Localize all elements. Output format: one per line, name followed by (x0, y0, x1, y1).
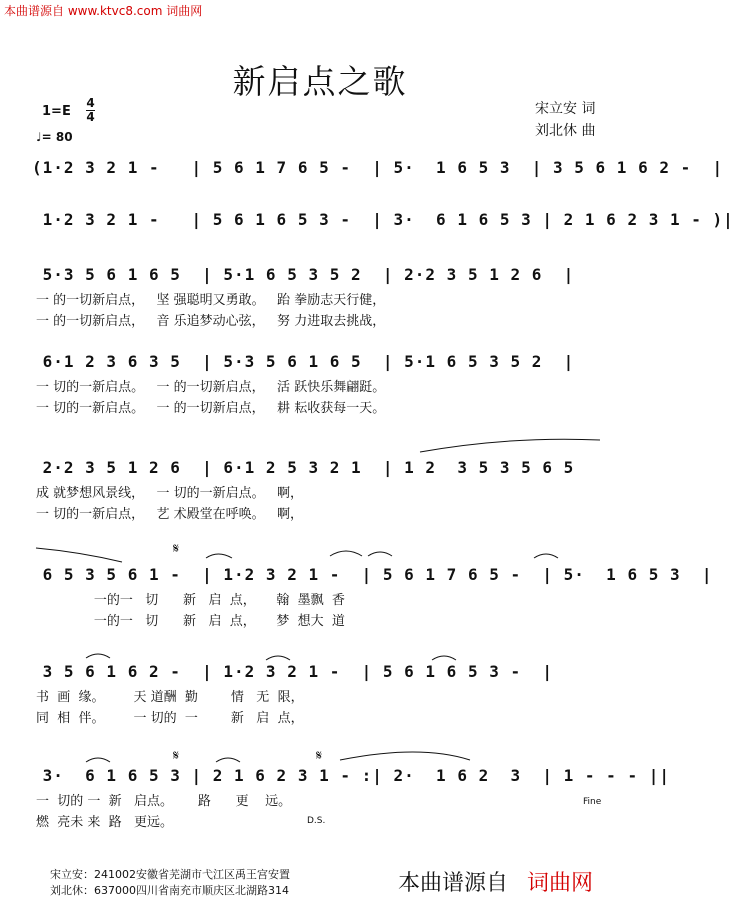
lyric-line-6b: 一的一 切 新 启 点， 梦 想大 道 (36, 614, 345, 629)
lyric-line-4b: 一 切的一新启点。 一 的一切新启点， 耕 耘收获每一天。 (36, 401, 386, 416)
composer-credit: 刘北休 曲 (535, 123, 596, 139)
score-line-7: 3 5 6 1 6 2 - | 1·2 3 2 1 - | 5 6 1 6 5 3 - | (32, 662, 554, 681)
ds-mark: D.S. (307, 816, 326, 826)
lyric-line-7b: 同 相 伴。 一 切的 一 新 启 点， (36, 711, 304, 726)
meter-bottom: 4 (86, 110, 95, 124)
lyric-line-5a: 成 就梦想风景线， 一 切的一新启点。 啊， (36, 486, 304, 501)
lyric-line-3a: 一 的一切新启点， 坚 强聪明又勇敢。 跆 拳励志天行健， (36, 293, 386, 308)
footer-brand (398, 866, 593, 897)
meter-top: 4 (86, 96, 95, 110)
tempo-mark: ♩= 80 (36, 130, 73, 144)
lyric-line-5b: 一 切的一新启点， 艺 术殿堂在呼唤。 啊， (36, 507, 304, 522)
segno-mark-3: 𝄋 (316, 748, 323, 764)
key-signature: 1=E (42, 104, 71, 119)
lyric-line-8b: 燃 亮未 来 路 更远。 (36, 815, 174, 830)
score-line-6: 6 5 3 5 6 1 - | 1·2 3 2 1 - | 5 6 1 7 6 5 - | 5· 1 6 5 3 | (32, 565, 713, 584)
segno-mark-2: 𝄋 (173, 748, 180, 764)
footer-brand-red: 词曲网 (527, 871, 594, 896)
site-header: 本曲谱源自 www.ktvc8.com 词曲网 (4, 4, 203, 18)
footer-address-2: 刘北休：637000四川省南充市顺庆区北湖路314 (50, 884, 289, 897)
lyric-line-4a: 一 切的一新启点。 一 的一切新启点， 活 跃快乐舞翩跹。 (36, 380, 386, 395)
footer-address-1: 宋立安：241002安徽省芜湖市弋江区禹王宫安置 (50, 868, 290, 881)
score-line-5: 2·2 3 5 1 2 6 | 6·1 2 5 3 2 1 | 1 2 3 5 3 5 6 5 (32, 458, 575, 477)
lyricist-credit: 宋立安 词 (535, 101, 596, 117)
score-line-4: 6·1 2 3 6 3 5 | 5·3 5 6 1 6 5 | 5·1 6 5 3 5 2 | (32, 352, 575, 371)
score-line-3: 5·3 5 6 1 6 5 | 5·1 6 5 3 5 2 | 2·2 3 5 1 2 6 | (32, 265, 575, 284)
lyric-line-6a: 一的一 切 新 启 点， 翰 墨飘 香 (36, 593, 345, 608)
score-line-2: 1·2 3 2 1 - | 5 6 1 6 5 3 - | 3· 6 1 6 5 3 | 2 1 6 2 3 1 - )| (32, 210, 734, 229)
fine-mark: Fine (583, 797, 602, 807)
lyric-line-8a: 一 切的 一 新 启点。 路 更 远。 (36, 794, 292, 809)
lyric-line-3b: 一 的一切新启点， 音 乐追梦动心弦， 努 力进取去挑战， (36, 314, 386, 329)
score-line-1: (1·2 3 2 1 - | 5 6 1 7 6 5 - | 5· 1 6 5 3 | 3 5 6 1 6 2 - | (32, 158, 724, 177)
footer-brand-text: 本曲谱源自 (398, 871, 509, 896)
song-title: 新启点之歌 (232, 62, 408, 101)
segno-mark-1: 𝄋 (173, 541, 180, 557)
score-line-8: 3· 6 1 6 5 3 | 2 1 6 2 3 1 - :| 2· 1 6 2 3 | 1 - - - || (32, 766, 670, 785)
lyric-line-7a: 书 画 缘。 天 道酬 勤 情 无 限， (36, 690, 304, 705)
